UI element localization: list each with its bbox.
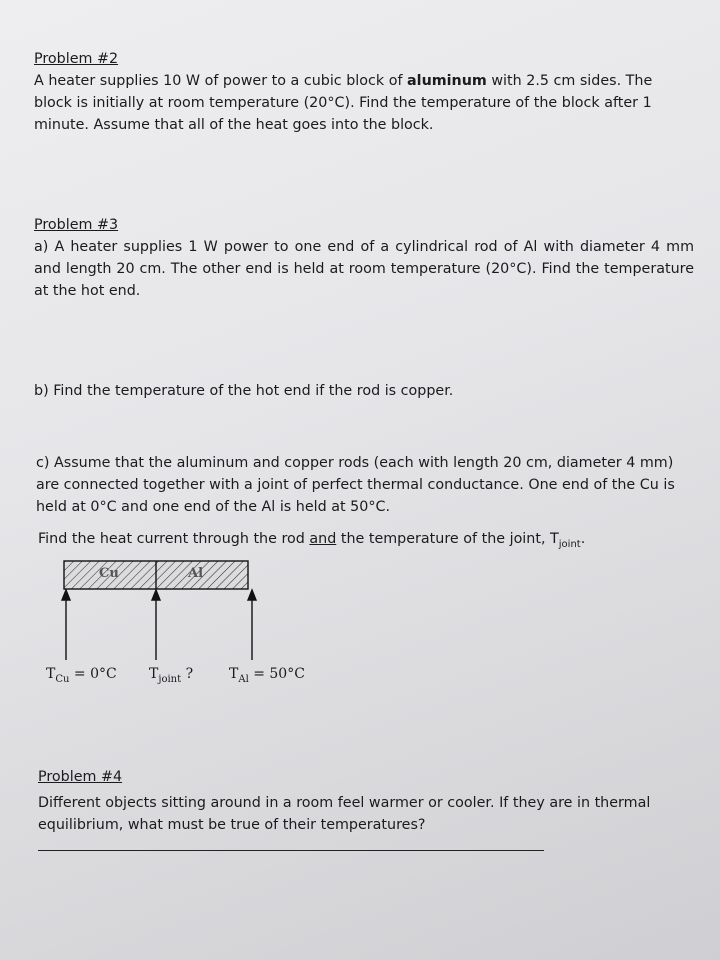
find-text-mid: the temperature of the joint, T [336,531,559,547]
problem-4 [38,766,698,836]
label-t-cu-sub: Cu [55,673,70,685]
problem-2 [34,48,694,136]
problem-3-heading: Problem #3 [34,217,119,233]
problem-2-text [34,70,694,136]
label-t-joint [149,666,193,685]
problem-2-text-start: A heater supplies 10 W of power to a cubic block of [34,73,408,89]
problem-2-heading: Problem #2 [34,51,119,67]
label-t-joint-main: T [149,666,159,682]
problem-3-part-b-text: b) Find the temperature of the hot end if the rod is copper. [34,383,454,399]
label-t-joint-value: ? [181,666,194,682]
problem-3-part-b [34,380,694,402]
arrow-al-head [248,590,256,600]
problem-2-text-end: with 2.5 cm sides. The block is initially at room temperature (20°C). Find the temperature of the block after 1 minute. Assume that all of the heat goes into the block. [34,73,653,133]
problem-4-text: Different objects sitting around in a room feel warmer or cooler. If they are in thermal equilibrium, what must be true of their temperatures? [38,795,651,833]
label-t-al-value: = 50°C [248,666,305,682]
label-t-al [229,666,305,685]
find-text-and: and [309,531,337,547]
rod-label-al: Al [188,566,204,581]
problem-3-find-text [38,528,698,556]
label-t-al-sub: Al [238,673,249,685]
problem-2-material: aluminum [407,73,487,89]
rod-diagram [36,556,336,696]
rod-label-cu: Cu [99,566,119,581]
find-text-start: Find the heat current through the rod [38,531,310,547]
problem-4-heading: Problem #4 [38,769,123,785]
problem-3-part-c [36,452,696,518]
find-text-end: . [580,531,586,547]
arrow-joint-head [152,590,160,600]
label-t-joint-sub: joint [158,673,182,685]
answer-line[interactable] [38,850,544,851]
problem-3-find [38,528,698,556]
arrow-cu-head [62,590,70,600]
label-t-al-main: T [229,666,239,682]
label-t-cu-value: = 0°C [69,666,117,682]
problem-3-part-c-text: c) Assume that the aluminum and copper rods (each with length 20 cm, diameter 4 mm) are connected together with a joint of perfect thermal conductance. One end of the Cu is held at 0°C and one end of the Al is held at 50°C. [36,455,675,515]
problem-3-part-a: a) A heater supplies 1 W power to one end of a cylindrical rod of Al with diameter 4 mm and length 20 cm. The other end is held at room temperature (20°C). Find the temperature at the hot end. [34,239,694,299]
label-t-cu-main: T [46,666,56,682]
problem-3 [34,214,694,302]
find-text-sub: joint [558,538,581,550]
label-t-cu [46,666,117,685]
